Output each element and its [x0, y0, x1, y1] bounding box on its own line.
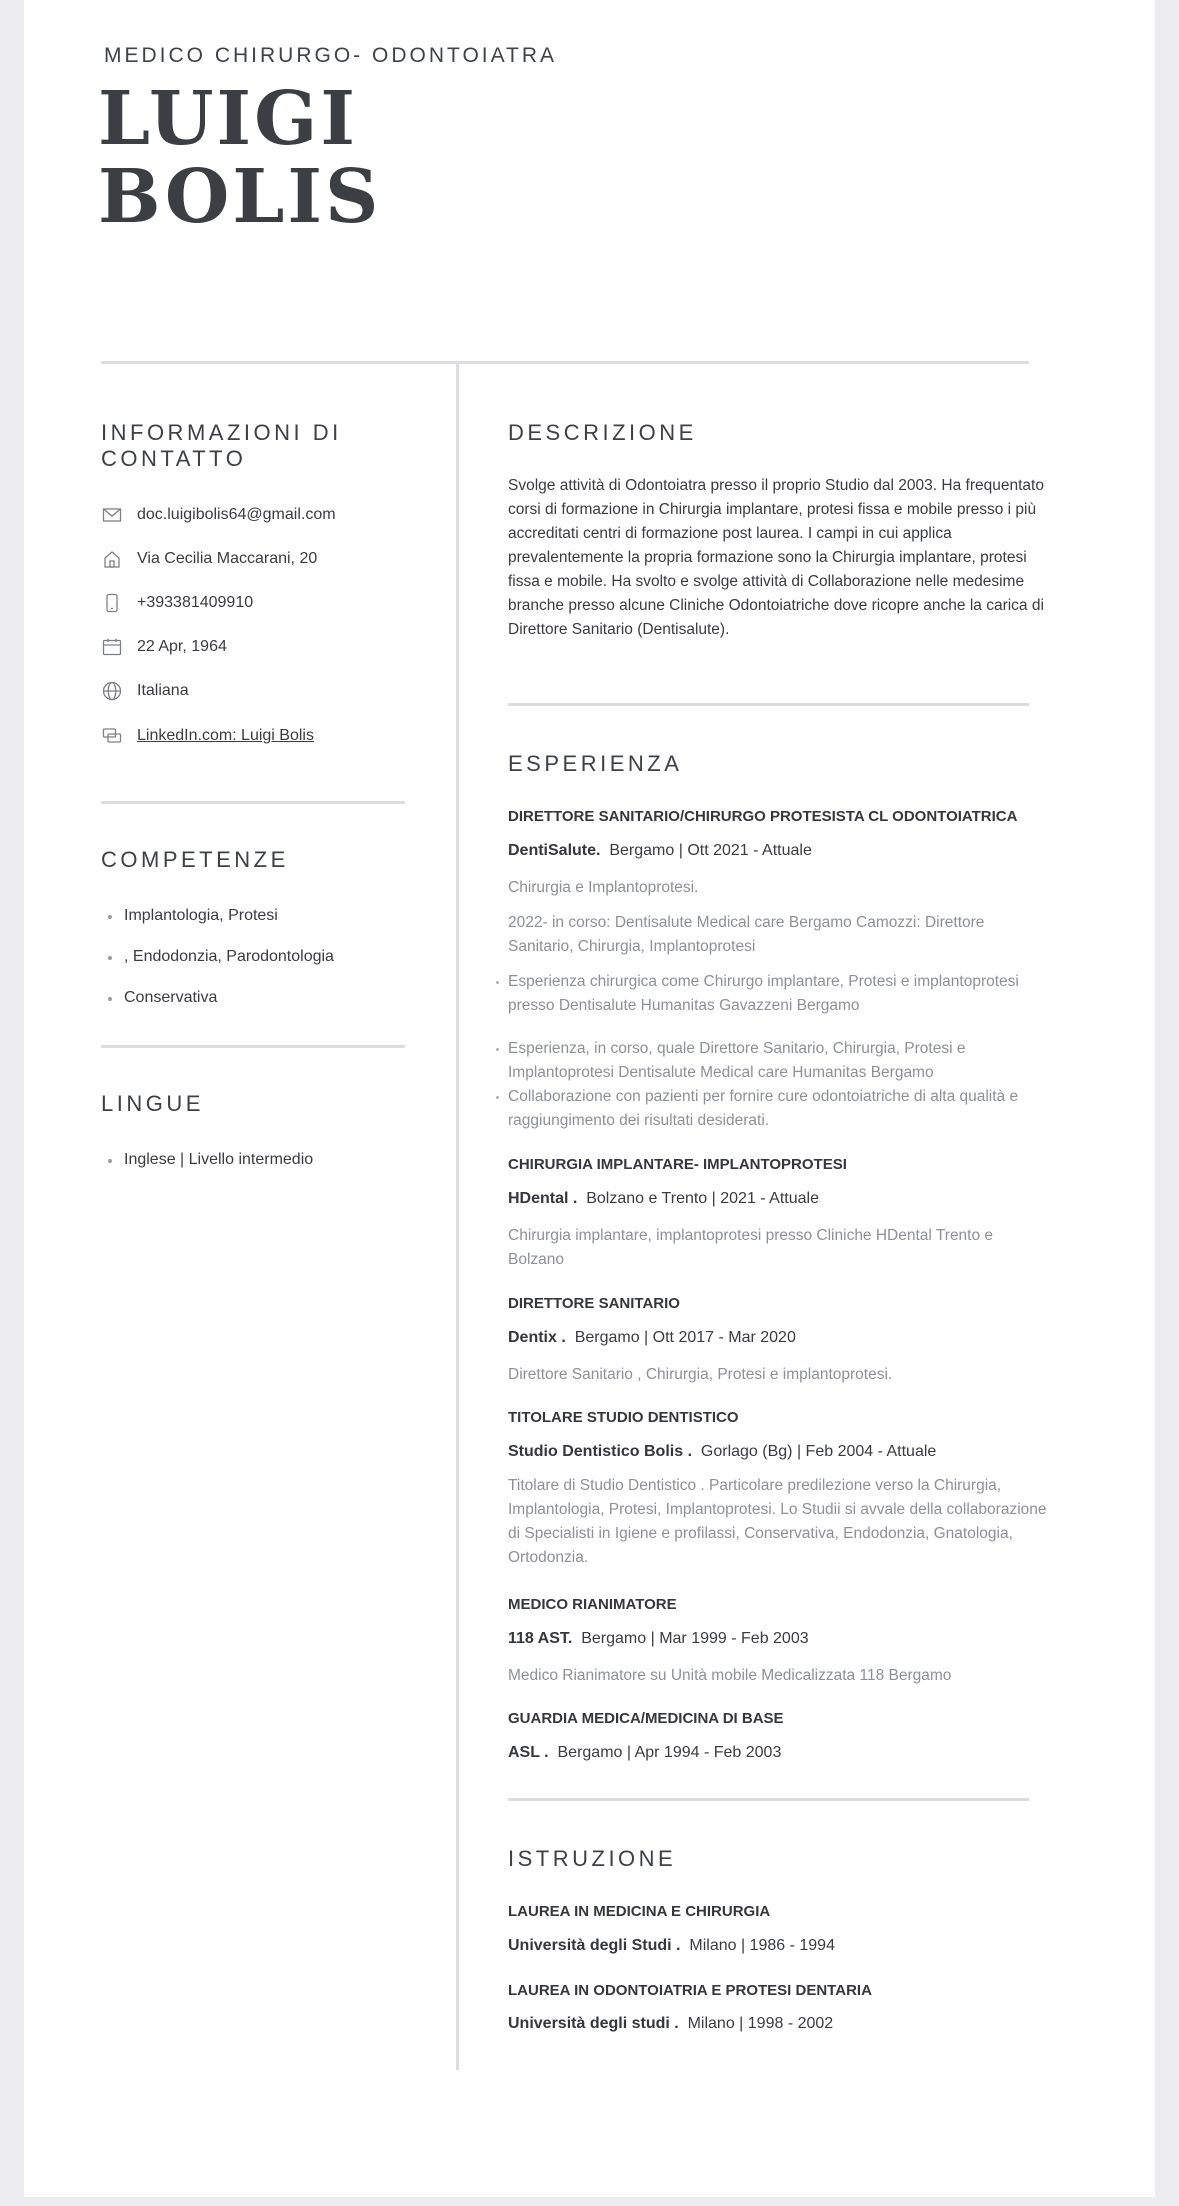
- job-bullet: Collaborazione con pazienti per fornire cure odontoiatriche di alta qualità e raggiungimento dei risultati desiderati.: [508, 1085, 1053, 1133]
- job-bullet: Esperienza chirurgica come Chirurgo implantare, Protesi e implantoprotesi presso Dentisalute Humanitas Gavazzeni Bergamo: [508, 970, 1053, 1018]
- skill-item: Implantologia, Protesi: [124, 907, 278, 924]
- job-company-line: [508, 1190, 819, 1208]
- education-school-line: [508, 2015, 833, 2033]
- job-details: Bergamo | Ott 2017 - Mar 2020: [574, 1329, 796, 1346]
- candidate-name: [98, 76, 382, 240]
- first-name: LUIGI: [98, 76, 358, 162]
- languages-heading: LINGUE: [101, 1091, 204, 1116]
- globe-icon: [101, 680, 123, 702]
- job-company: HDental .: [508, 1190, 578, 1207]
- job-description: Direttore Sanitario , Chirurgia, Protesi e implantoprotesi.: [508, 1366, 893, 1383]
- job-title: DIRETTORE SANITARIO: [508, 1295, 680, 1312]
- contact-address: [101, 547, 317, 571]
- job-details: Bergamo | Mar 1999 - Feb 2003: [581, 1630, 809, 1647]
- last-name: BOLIS: [98, 154, 382, 240]
- job-company-line: [508, 842, 812, 860]
- job-details: Bergamo | Ott 2021 - Attuale: [609, 842, 812, 859]
- description-text: Svolge attività di Odontoiatra presso il proprio Studio dal 2003. Ha frequentato corsi di formazione in Chirurgia implantare, protesi fissa e mobile presso i più accreditati centri di formazione post laurea. I campi in cui applica prevalentemente la propria formazione sono la Chirurgia implantare, protesi fissa e mobile. Ha svolto e svolge attività di Collaborazione nelle medesime branche presso alcune Cliniche Odontoiatriche dove ricopre anche la carica di Direttore Sanitario (Dentisalute).: [508, 477, 1044, 638]
- contact-nationality: [101, 679, 189, 703]
- address-text: Via Cecilia Maccarani, 20: [137, 550, 318, 567]
- job-company: Dentix .: [508, 1329, 566, 1346]
- job-company: 118 AST.: [508, 1630, 573, 1647]
- contact-email[interactable]: [101, 503, 336, 527]
- job-description: Chirurgia implantare, implantoprotesi presso Cliniche HDental Trento e Bolzano: [508, 1227, 994, 1268]
- language-item: Inglese | Livello intermedio: [124, 1151, 314, 1168]
- education-school-line: [508, 1937, 835, 1955]
- job-company-line: [508, 1329, 796, 1347]
- job-title: GUARDIA MEDICA/MEDICINA DI BASE: [508, 1710, 784, 1727]
- birthdate-text: 22 Apr, 1964: [137, 638, 227, 655]
- description-heading: DESCRIZIONE: [508, 420, 697, 445]
- job-company: Studio Dentistico Bolis .: [508, 1443, 693, 1460]
- job-details: Gorlago (Bg) | Feb 2004 - Attuale: [700, 1443, 937, 1460]
- job-bullet: Esperienza, in corso, quale Direttore Sanitario, Chirurgia, Protesi e Implantoprotesi Dentisalute Medical care Humanitas Bergamo: [508, 1037, 1053, 1085]
- skill-item: , Endodonzia, Parodontologia: [124, 948, 334, 965]
- home-icon: [101, 548, 123, 570]
- job-company-line: [508, 1630, 809, 1648]
- skills-divider: [101, 1045, 405, 1048]
- job-title: MEDICO CHIRURGO- ODONTOIATRA: [104, 44, 558, 67]
- job-details: Bolzano e Trento | 2021 - Attuale: [586, 1190, 819, 1207]
- job-company: DentiSalute.: [508, 842, 601, 859]
- mail-icon: [101, 504, 123, 526]
- phone-icon: [101, 592, 123, 614]
- job-description: Chirurgia e Implantoprotesi.: [508, 879, 699, 896]
- education-heading: ISTRUZIONE: [508, 1846, 677, 1871]
- experience-divider: [508, 1798, 1029, 1801]
- job-company-line: [508, 1443, 936, 1461]
- job-description: 2022- in corso: Dentisalute Medical care Bergamo Camozzi: Direttore Sanitario, Chirurgia, Implantoprotesi: [508, 914, 985, 955]
- job-description: Titolare di Studio Dentistico . Particolare predilezione verso la Chirurgia, Implantologia, Protesi, Implantoprotesi. Lo Studii si avvale della collaborazione di Specialisti in Igiene e profilassi, Conservativa, Endodonzia, Gnatologia, Ortodonzia.: [508, 1477, 1047, 1566]
- education-title: LAUREA IN ODONTOIATRIA E PROTESI DENTARIA: [508, 1982, 872, 1999]
- calendar-icon: [101, 636, 123, 658]
- job-description: Medico Rianimatore su Unità mobile Medicalizzata 118 Bergamo: [508, 1667, 952, 1684]
- phone-text: +393381409910: [137, 594, 254, 611]
- contact-divider: [101, 801, 405, 804]
- header-divider: [101, 361, 1029, 364]
- education-details: Milano | 1998 - 2002: [687, 2015, 834, 2032]
- job-title: TITOLARE STUDIO DENTISTICO: [508, 1409, 739, 1426]
- job-title: DIRETTORE SANITARIO/CHIRURGO PROTESISTA CL ODONTOIATRICA: [508, 808, 1018, 825]
- education-title: LAUREA IN MEDICINA E CHIRURGIA: [508, 1903, 771, 1920]
- education-school: Università degli Studi .: [508, 1937, 681, 1954]
- education-details: Milano | 1986 - 1994: [689, 1937, 835, 1954]
- contact-birthdate: [101, 635, 227, 659]
- column-divider: [456, 364, 459, 2070]
- job-title: MEDICO RIANIMATORE: [508, 1596, 677, 1613]
- job-company: ASL .: [508, 1744, 549, 1761]
- skills-heading: COMPETENZE: [101, 847, 289, 872]
- experience-heading: ESPERIENZA: [508, 751, 683, 776]
- nationality-text: Italiana: [137, 682, 189, 699]
- email-text: doc.luigibolis64@gmail.com: [137, 506, 336, 523]
- contact-linkedin[interactable]: [101, 724, 314, 748]
- linkedin-link[interactable]: LinkedIn.com: Luigi Bolis: [137, 727, 314, 744]
- job-title: CHIRURGIA IMPLANTARE- IMPLANTOPROTESI: [508, 1156, 847, 1173]
- contact-heading: INFORMAZIONI DI CONTATTO: [101, 420, 342, 471]
- job-company-line: [508, 1744, 781, 1762]
- job-details: Bergamo | Apr 1994 - Feb 2003: [557, 1744, 782, 1761]
- contact-phone[interactable]: [101, 591, 253, 615]
- education-school: Università degli studi .: [508, 2015, 679, 2032]
- linkedin-icon: [101, 725, 123, 747]
- description-divider: [508, 703, 1029, 706]
- skill-item: Conservativa: [124, 989, 218, 1006]
